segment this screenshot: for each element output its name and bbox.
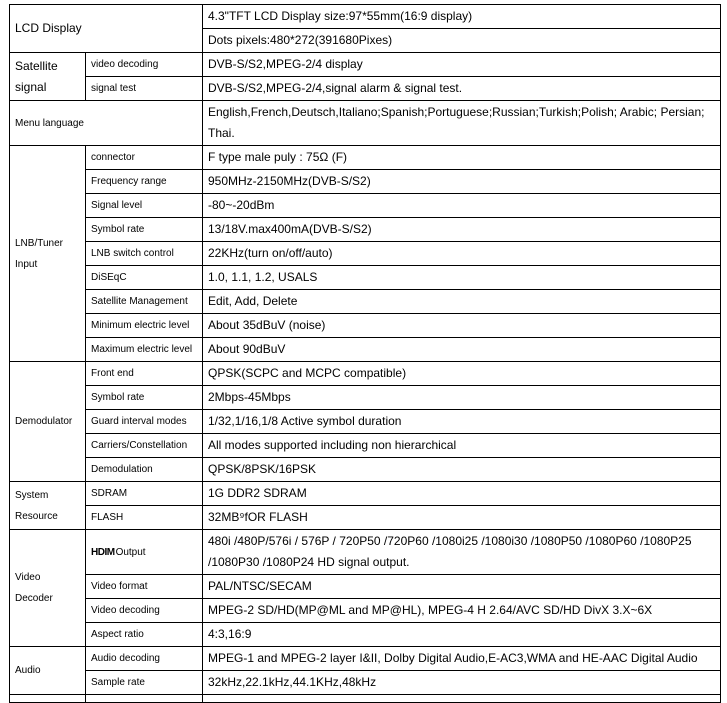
value-cell: Edit, Add, Delete bbox=[203, 290, 721, 314]
category-line: Video bbox=[15, 572, 41, 583]
category-lnb bbox=[10, 146, 86, 362]
label-cell: Maximum electric level bbox=[86, 338, 203, 362]
table-row bbox=[10, 434, 721, 458]
table-row bbox=[10, 410, 721, 434]
category-line: signal bbox=[15, 79, 47, 94]
value-cell: 480i /480P/576i / 576P / 720P50 /720P60 /1080i25 /1080i30 /1080P50 /1080P60 /1080P25 /1080P30 /1080P24 HD signal output. bbox=[203, 530, 721, 575]
label-cell: Sample rate bbox=[86, 671, 203, 695]
label-text: Output bbox=[115, 546, 146, 558]
table-row bbox=[10, 170, 721, 194]
cutoff-cell bbox=[10, 695, 86, 703]
value-cell: MPEG-2 SD/HD(MP@ML and MP@HL), MPEG-4 H 2.64/AVC SD/HD DivX 3.X~6X bbox=[203, 599, 721, 623]
value-cell: 1G DDR2 SDRAM bbox=[203, 482, 721, 506]
value-cell: 32kHz,22.1kHz,44.1KHz,48kHz bbox=[203, 671, 721, 695]
table-row bbox=[10, 530, 721, 575]
cutoff-cell bbox=[86, 695, 203, 703]
value-cell: Dots pixels:480*272(391680Pixes) bbox=[203, 29, 721, 53]
table-row-cutoff bbox=[10, 695, 721, 703]
table-row bbox=[10, 314, 721, 338]
table-row bbox=[10, 386, 721, 410]
label-cell: Aspect ratio bbox=[86, 623, 203, 647]
value-cell: 22KHz(turn on/off/auto) bbox=[203, 242, 721, 266]
table-row bbox=[10, 290, 721, 314]
label-cell: LNB switch control bbox=[86, 242, 203, 266]
table-row bbox=[10, 53, 721, 77]
category-lcd: LCD Display bbox=[10, 5, 203, 53]
category-line: System bbox=[15, 489, 49, 501]
value-cell: All modes supported including non hierarchical bbox=[203, 434, 721, 458]
label-cell: connector bbox=[86, 146, 203, 170]
label-cell: Audio decoding bbox=[86, 647, 203, 671]
category-audio: Audio bbox=[10, 647, 86, 695]
category-system-resource bbox=[10, 482, 86, 530]
value-cell: QPSK(SCPC and MCPC compatible) bbox=[203, 362, 721, 386]
label-cell: Satellite Management bbox=[86, 290, 203, 314]
table-row bbox=[10, 575, 721, 599]
table-row bbox=[10, 218, 721, 242]
table-row bbox=[10, 146, 721, 170]
cutoff-cell bbox=[203, 695, 721, 703]
value-cell: F type male puly : 75Ω (F) bbox=[203, 146, 721, 170]
table-row bbox=[10, 338, 721, 362]
value-cell: 1/32,1/16,1/8 Active symbol duration bbox=[203, 410, 721, 434]
table-row bbox=[10, 623, 721, 647]
label-cell: FLASH bbox=[86, 506, 203, 530]
table-row bbox=[10, 506, 721, 530]
category-line: Decoder bbox=[15, 593, 53, 604]
value-cell: About 90dBuV bbox=[203, 338, 721, 362]
value-cell: QPSK/8PSK/16PSK bbox=[203, 458, 721, 482]
table-row bbox=[10, 5, 721, 29]
category-menu-language: Menu language bbox=[10, 101, 203, 146]
label-cell: Guard interval modes bbox=[86, 410, 203, 434]
value-cell: 13/18V.max400mA(DVB-S/S2) bbox=[203, 218, 721, 242]
value-cell: PAL/NTSC/SECAM bbox=[203, 575, 721, 599]
value-cell: MPEG-1 and MPEG-2 layer I&II, Dolby Digital Audio,E-AC3,WMA and HE-AAC Digital Audio bbox=[203, 647, 721, 671]
label-cell: Symbol rate bbox=[86, 386, 203, 410]
value-cell: -80~-20dBm bbox=[203, 194, 721, 218]
label-cell: Video format bbox=[86, 575, 203, 599]
label-cell: Minimum electric level bbox=[86, 314, 203, 338]
table-row bbox=[10, 77, 721, 101]
value-cell: 950MHz-2150MHz(DVB-S/S2) bbox=[203, 170, 721, 194]
label-cell bbox=[86, 530, 203, 575]
value-cell: English,French,Deutsch,Italiano;Spanish;Portuguese;Russian;Turkish;Polish; Arabic; Persian; Thai. bbox=[203, 101, 721, 146]
table-row bbox=[10, 194, 721, 218]
table-row bbox=[10, 647, 721, 671]
category-line: Satellite bbox=[15, 58, 58, 73]
label-cell: Symbol rate bbox=[86, 218, 203, 242]
spec-table bbox=[9, 4, 721, 703]
table-row bbox=[10, 242, 721, 266]
label-cell: video decoding bbox=[86, 53, 203, 77]
label-cell: DiSEqC bbox=[86, 266, 203, 290]
value-cell: 4:3,16:9 bbox=[203, 623, 721, 647]
label-cell: Frequency range bbox=[86, 170, 203, 194]
table-row bbox=[10, 482, 721, 506]
category-line: Resource bbox=[15, 510, 58, 522]
table-row bbox=[10, 671, 721, 695]
category-line: LNB/Tuner bbox=[15, 237, 63, 249]
label-cell: SDRAM bbox=[86, 482, 203, 506]
value-cell: DVB-S/S2,MPEG-2/4 display bbox=[203, 53, 721, 77]
value-cell: 32MB⁹fOR FLASH bbox=[203, 506, 721, 530]
label-cell: Signal level bbox=[86, 194, 203, 218]
category-line: Input bbox=[15, 258, 38, 270]
label-cell: Carriers/Constellation bbox=[86, 434, 203, 458]
label-cell: Demodulation bbox=[86, 458, 203, 482]
value-cell: DVB-S/S2,MPEG-2/4,signal alarm & signal test. bbox=[203, 77, 721, 101]
table-row bbox=[10, 599, 721, 623]
table-row bbox=[10, 101, 721, 146]
label-cell: signal test bbox=[86, 77, 203, 101]
value-cell: 4.3"TFT LCD Display size:97*55mm(16:9 display) bbox=[203, 5, 721, 29]
table-row bbox=[10, 266, 721, 290]
label-cell: Video decoding bbox=[86, 599, 203, 623]
category-satellite bbox=[10, 53, 86, 101]
category-video-decoder bbox=[10, 530, 86, 647]
value-cell: 1.0, 1.1, 1.2, USALS bbox=[203, 266, 721, 290]
hdmi-logo-icon: HDIM bbox=[91, 546, 115, 558]
label-cell: Front end bbox=[86, 362, 203, 386]
value-cell: About 35dBuV (noise) bbox=[203, 314, 721, 338]
category-demodulator: Demodulator bbox=[10, 362, 86, 482]
table-row bbox=[10, 458, 721, 482]
table-row bbox=[10, 362, 721, 386]
value-cell: 2Mbps-45Mbps bbox=[203, 386, 721, 410]
